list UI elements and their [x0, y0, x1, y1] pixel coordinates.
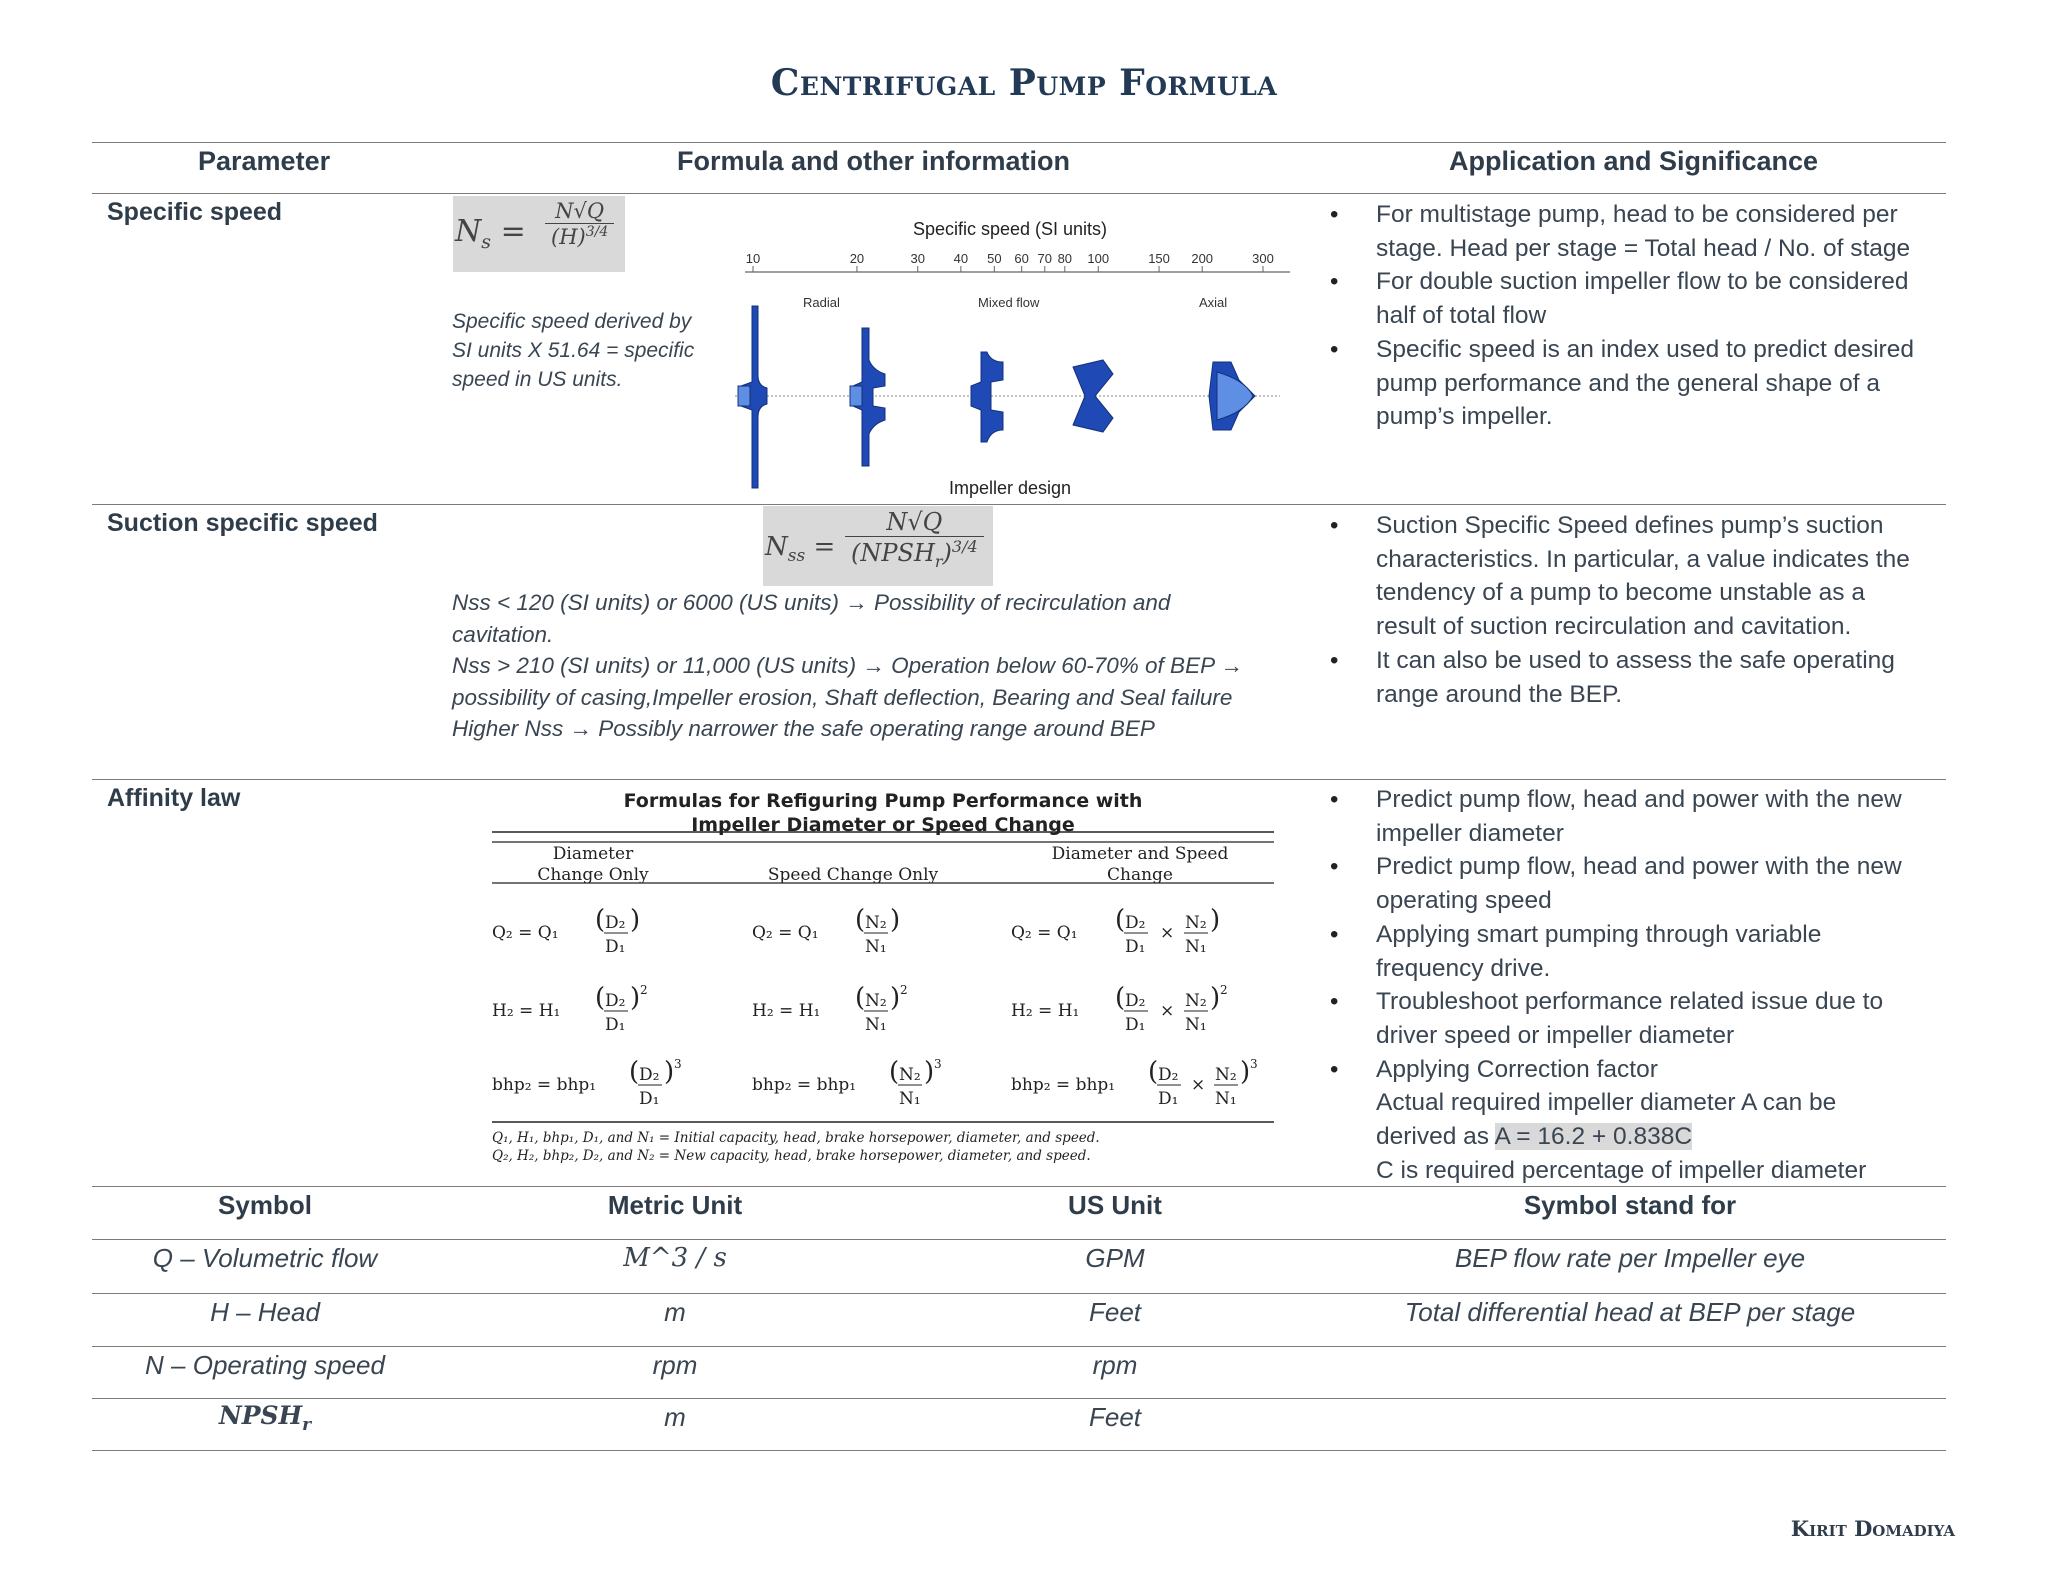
affinity-law-bullets	[1330, 783, 1930, 1187]
svg-text:D₂: D₂	[639, 1065, 660, 1085]
svg-text:N₂: N₂	[865, 991, 887, 1011]
svg-text:Q₂ = Q₁: Q₂ = Q₁	[752, 923, 819, 943]
axis-tick-label: 20	[849, 251, 865, 266]
svg-text:N₁: N₁	[899, 1089, 921, 1109]
specific-speed-chart	[725, 210, 1305, 505]
axis-tick-label: 80	[1057, 251, 1073, 266]
formula-denominator: (H)	[551, 225, 586, 249]
formula-numerator: N√Q	[545, 199, 614, 224]
svg-text:N₂: N₂	[1215, 1065, 1237, 1085]
npsh-sub: r	[302, 1415, 312, 1435]
svg-text:(: (	[1115, 983, 1126, 1013]
bullet-text: C is required percentage of impeller diameter	[1376, 1156, 1867, 1184]
svg-text:N₁: N₁	[1215, 1089, 1237, 1109]
bullet-item-correction	[1330, 1053, 1930, 1188]
specific-speed-formula: $N_s$ = $\frac{N√Q}{(H)^{3/4}}$	[453, 196, 625, 272]
svg-text:D₂: D₂	[1125, 991, 1146, 1011]
units-cell-us: Feet	[1088, 1297, 1142, 1327]
svg-text:D₁: D₁	[605, 1015, 626, 1035]
divider	[92, 1346, 1946, 1347]
divider	[92, 1239, 1946, 1240]
svg-text:(: (	[1115, 905, 1126, 935]
bullet-item: • Predict pump flow, head and power with the new impeller diameter	[1330, 783, 1930, 850]
svg-text:D₁: D₁	[1158, 1089, 1179, 1109]
author-name: Kirit Domadiya	[1790, 1516, 1955, 1541]
svg-text:(: (	[595, 983, 606, 1013]
suction-specific-speed-bullets	[1330, 509, 1930, 711]
note-line: Specific speed derived by	[452, 310, 692, 333]
svg-text:N₂: N₂	[1185, 913, 1207, 933]
bullet-text: derived as	[1376, 1123, 1495, 1151]
affinity-col1-line2: Change Only	[537, 865, 649, 885]
axis-tick-label: 50	[987, 251, 1002, 266]
svg-text:D₁: D₁	[1125, 937, 1146, 957]
units-cell-stand-for: BEP flow rate per Impeller eye	[1454, 1243, 1806, 1273]
note-line: SI units X 51.64 = specific	[452, 339, 695, 362]
affinity-col2: Speed Change Only	[767, 865, 939, 885]
affinity-title-2: Impeller Diameter or Speed Change	[691, 814, 1075, 836]
formula-exponent: 3/4	[585, 224, 609, 240]
bullet-item: • Specific speed is an index used to predict desired pump performance and the general shape of a pump’s impeller.	[1330, 333, 1930, 434]
bullet-item: • Troubleshoot performance related issue due to driver speed or impeller diameter	[1330, 985, 1930, 1052]
svg-text:×: ×	[1191, 1075, 1206, 1095]
bullet-text: • Applying Correction factor	[1376, 1055, 1658, 1083]
formula-den-sub: r	[934, 551, 943, 571]
formula-lhs-sub: ss	[787, 546, 806, 567]
formula-exponent: 3/4	[951, 537, 978, 556]
svg-text:N₂: N₂	[865, 913, 887, 933]
svg-text:D₂: D₂	[1125, 913, 1146, 933]
axis-tick-label: 200	[1191, 251, 1214, 266]
bullet-item: • Suction Specific Speed defines pump’s suction characteristics. In particular, a value indicates the tendency of a pump to become unstable as a result of suction recirculation and cavitation.	[1330, 509, 1930, 644]
specific-speed-note	[452, 307, 712, 394]
axis-tick-label: 60	[1014, 251, 1029, 266]
svg-text:(: (	[889, 1057, 900, 1087]
units-header-us: US Unit	[1068, 1190, 1162, 1220]
svg-text:D₂: D₂	[605, 991, 626, 1011]
divider	[92, 1293, 1946, 1294]
svg-text:bhp₂ = bhp₁: bhp₂ = bhp₁	[492, 1075, 597, 1095]
axis-tick-label: 150	[1148, 251, 1170, 266]
svg-text:(: (	[855, 905, 866, 935]
affinity-row-head	[492, 983, 1228, 1035]
npsh-symbol: NPSH	[218, 1401, 303, 1430]
header-formula: Formula and other information	[677, 146, 1071, 176]
impeller-type-axial: Axial	[1199, 295, 1228, 310]
svg-text:): )	[924, 1057, 935, 1087]
page-title: Centrifugal Pump Formula	[770, 62, 1278, 104]
correction-formula: A = 16.2 + 0.838C	[1494, 1123, 1693, 1151]
svg-text:): )	[890, 905, 901, 935]
svg-text:2: 2	[900, 983, 908, 997]
svg-text:D₁: D₁	[1125, 1015, 1146, 1035]
svg-text:bhp₂ = bhp₁: bhp₂ = bhp₁	[752, 1075, 857, 1095]
affinity-legend-1: Q₁, H₁, bhp₁, D₁, and N₁ = Initial capacity, head, brake horsepower, diameter, and speed.	[492, 1130, 1100, 1146]
svg-text:N₁: N₁	[1185, 937, 1207, 957]
note-line: Nss < 120 (SI units) or 6000 (US units) → Possibility of recirculation and	[452, 590, 1171, 615]
formula-lhs: N	[455, 214, 482, 249]
axis-tick-label: 100	[1087, 251, 1110, 266]
svg-text:2: 2	[1220, 983, 1228, 997]
header-parameter: Parameter	[198, 146, 331, 176]
svg-text:(: (	[1148, 1057, 1159, 1087]
units-header-stand-for: Symbol stand for	[1523, 1190, 1737, 1220]
units-cell-us: rpm	[1092, 1350, 1138, 1380]
axis-tick-label: 10	[745, 251, 761, 266]
svg-text:): )	[630, 905, 641, 935]
affinity-col3-line2: Change	[1107, 865, 1173, 885]
svg-text:D₂: D₂	[1158, 1065, 1179, 1085]
divider	[92, 193, 1946, 194]
svg-text:): )	[890, 983, 901, 1013]
suction-specific-speed-formula: $N_{ss}$ = N√Q $(NPSH_r)^{3/4}$	[763, 506, 993, 586]
impeller-mixed	[971, 352, 1003, 442]
formula-lhs: N	[765, 532, 788, 562]
svg-text:2: 2	[640, 983, 648, 997]
bullet-item: • For double suction impeller flow to be considered half of total flow	[1330, 265, 1930, 332]
svg-text:): )	[1240, 1057, 1251, 1087]
units-cell-us: Feet	[1088, 1402, 1142, 1432]
axis-tick-label: 40	[953, 251, 969, 266]
row-label-specific-speed: Specific speed	[107, 198, 283, 226]
svg-text:×: ×	[1160, 923, 1175, 943]
svg-text:H₂ = H₁: H₂ = H₁	[752, 1001, 821, 1021]
units-cell-metric: m	[664, 1402, 686, 1432]
affinity-law-table	[488, 780, 1278, 1168]
svg-text:D₂: D₂	[605, 913, 626, 933]
formula-numerator: N√Q	[845, 508, 984, 537]
affinity-col3-line1: Diameter and Speed	[1051, 844, 1229, 864]
bullet-item: • It can also be used to assess the safe operating range around the BEP.	[1330, 644, 1930, 711]
units-cell-symbol: Q – Volumetric flow	[152, 1243, 378, 1273]
affinity-col1-line1: Diameter	[552, 844, 634, 864]
affinity-row-flow	[492, 905, 1220, 957]
bullet-item: • Applying smart pumping through variable frequency drive.	[1330, 918, 1930, 985]
svg-text:×: ×	[1160, 1001, 1175, 1021]
divider	[92, 1398, 1946, 1399]
svg-text:3: 3	[934, 1057, 942, 1071]
units-cell-metric: M^3 / s	[623, 1243, 727, 1273]
svg-text:(: (	[595, 905, 606, 935]
divider	[92, 142, 1946, 143]
formula-den-close: )	[942, 539, 952, 567]
svg-text:H₂ = H₁: H₂ = H₁	[1011, 1001, 1080, 1021]
axis-tick-label: 70	[1037, 251, 1053, 266]
divider	[92, 1450, 1946, 1451]
svg-text:N₂: N₂	[1185, 991, 1207, 1011]
svg-text:N₁: N₁	[865, 937, 887, 957]
units-cell-us: GPM	[1085, 1243, 1145, 1273]
specific-speed-bullets	[1330, 198, 1930, 434]
note-line: Higher Nss → Possibly narrower the safe operating range around BEP	[452, 716, 1155, 741]
bullet-item: • Predict pump flow, head and power with the new operating speed	[1330, 850, 1930, 917]
suction-specific-speed-notes	[452, 587, 1292, 745]
svg-text:D₁: D₁	[639, 1089, 660, 1109]
header-application: Application and Significance	[1449, 146, 1819, 176]
units-cell-symbol-npsh	[50, 1401, 480, 1435]
note-line: possibility of casing,Impeller erosion, Shaft deflection, Bearing and Seal failure	[452, 684, 1233, 710]
units-header-metric: Metric Unit	[607, 1190, 743, 1220]
svg-text:D₁: D₁	[605, 937, 626, 957]
svg-text:): )	[664, 1057, 675, 1087]
units-cell-stand-for: Total differential head at BEP per stage	[1404, 1297, 1856, 1327]
impeller-type-mixed: Mixed flow	[978, 295, 1040, 310]
svg-text:Q₂ = Q₁: Q₂ = Q₁	[492, 923, 559, 943]
bullet-text: Actual required impeller diameter A can be	[1376, 1089, 1837, 1117]
svg-text:): )	[1210, 983, 1221, 1013]
affinity-title-1: Formulas for Refiguring Pump Performance with	[623, 790, 1143, 812]
svg-text:H₂ = H₁: H₂ = H₁	[492, 1001, 561, 1021]
svg-text:3: 3	[674, 1057, 682, 1071]
figure-caption: Impeller design	[948, 478, 1072, 498]
svg-text:): )	[630, 983, 641, 1013]
svg-text:(: (	[629, 1057, 640, 1087]
svg-text:): )	[1210, 905, 1221, 935]
units-cell-symbol: N – Operating speed	[145, 1350, 385, 1380]
svg-text:N₁: N₁	[1185, 1015, 1207, 1035]
impeller-type-radial: Radial	[803, 295, 840, 310]
units-header-symbol: Symbol	[218, 1190, 312, 1220]
svg-text:(: (	[855, 983, 866, 1013]
affinity-row-power	[492, 1057, 1258, 1109]
note-line: cavitation.	[452, 621, 554, 647]
svg-text:Q₂ = Q₁: Q₂ = Q₁	[1011, 923, 1078, 943]
formula-denominator: (NPSH	[851, 539, 935, 567]
note-line: Nss > 210 (SI units) or 11,000 (US units) → Operation below 60-70% of BEP →	[452, 653, 1243, 678]
row-label-affinity-law: Affinity law	[107, 784, 241, 812]
units-cell-metric: rpm	[652, 1350, 698, 1380]
axis-tick-label: 300	[1252, 251, 1274, 266]
units-cell-metric: m	[664, 1297, 686, 1327]
svg-text:bhp₂ = bhp₁: bhp₂ = bhp₁	[1011, 1075, 1116, 1095]
units-cell-symbol: H – Head	[210, 1297, 320, 1327]
affinity-legend-2: Q₂, H₂, bhp₂, D₂, and N₂ = New capacity, head, brake horsepower, diameter, and speed.	[492, 1148, 1091, 1164]
row-label-suction-specific-speed: Suction specific speed	[107, 509, 378, 537]
svg-text:3: 3	[1250, 1057, 1258, 1071]
bullet-item: • For multistage pump, head to be considered per stage. Head per stage = Total head / No. of stage	[1330, 198, 1930, 265]
svg-text:N₁: N₁	[865, 1015, 887, 1035]
formula-lhs-sub: s	[481, 231, 492, 253]
formula-fraction	[545, 199, 614, 249]
note-line: speed in US units.	[452, 368, 623, 391]
axis-tick-label: 30	[910, 251, 925, 266]
svg-text:N₂: N₂	[899, 1065, 921, 1085]
figure-title: Specific speed (SI units)	[912, 219, 1108, 239]
formula-fraction	[845, 508, 984, 571]
